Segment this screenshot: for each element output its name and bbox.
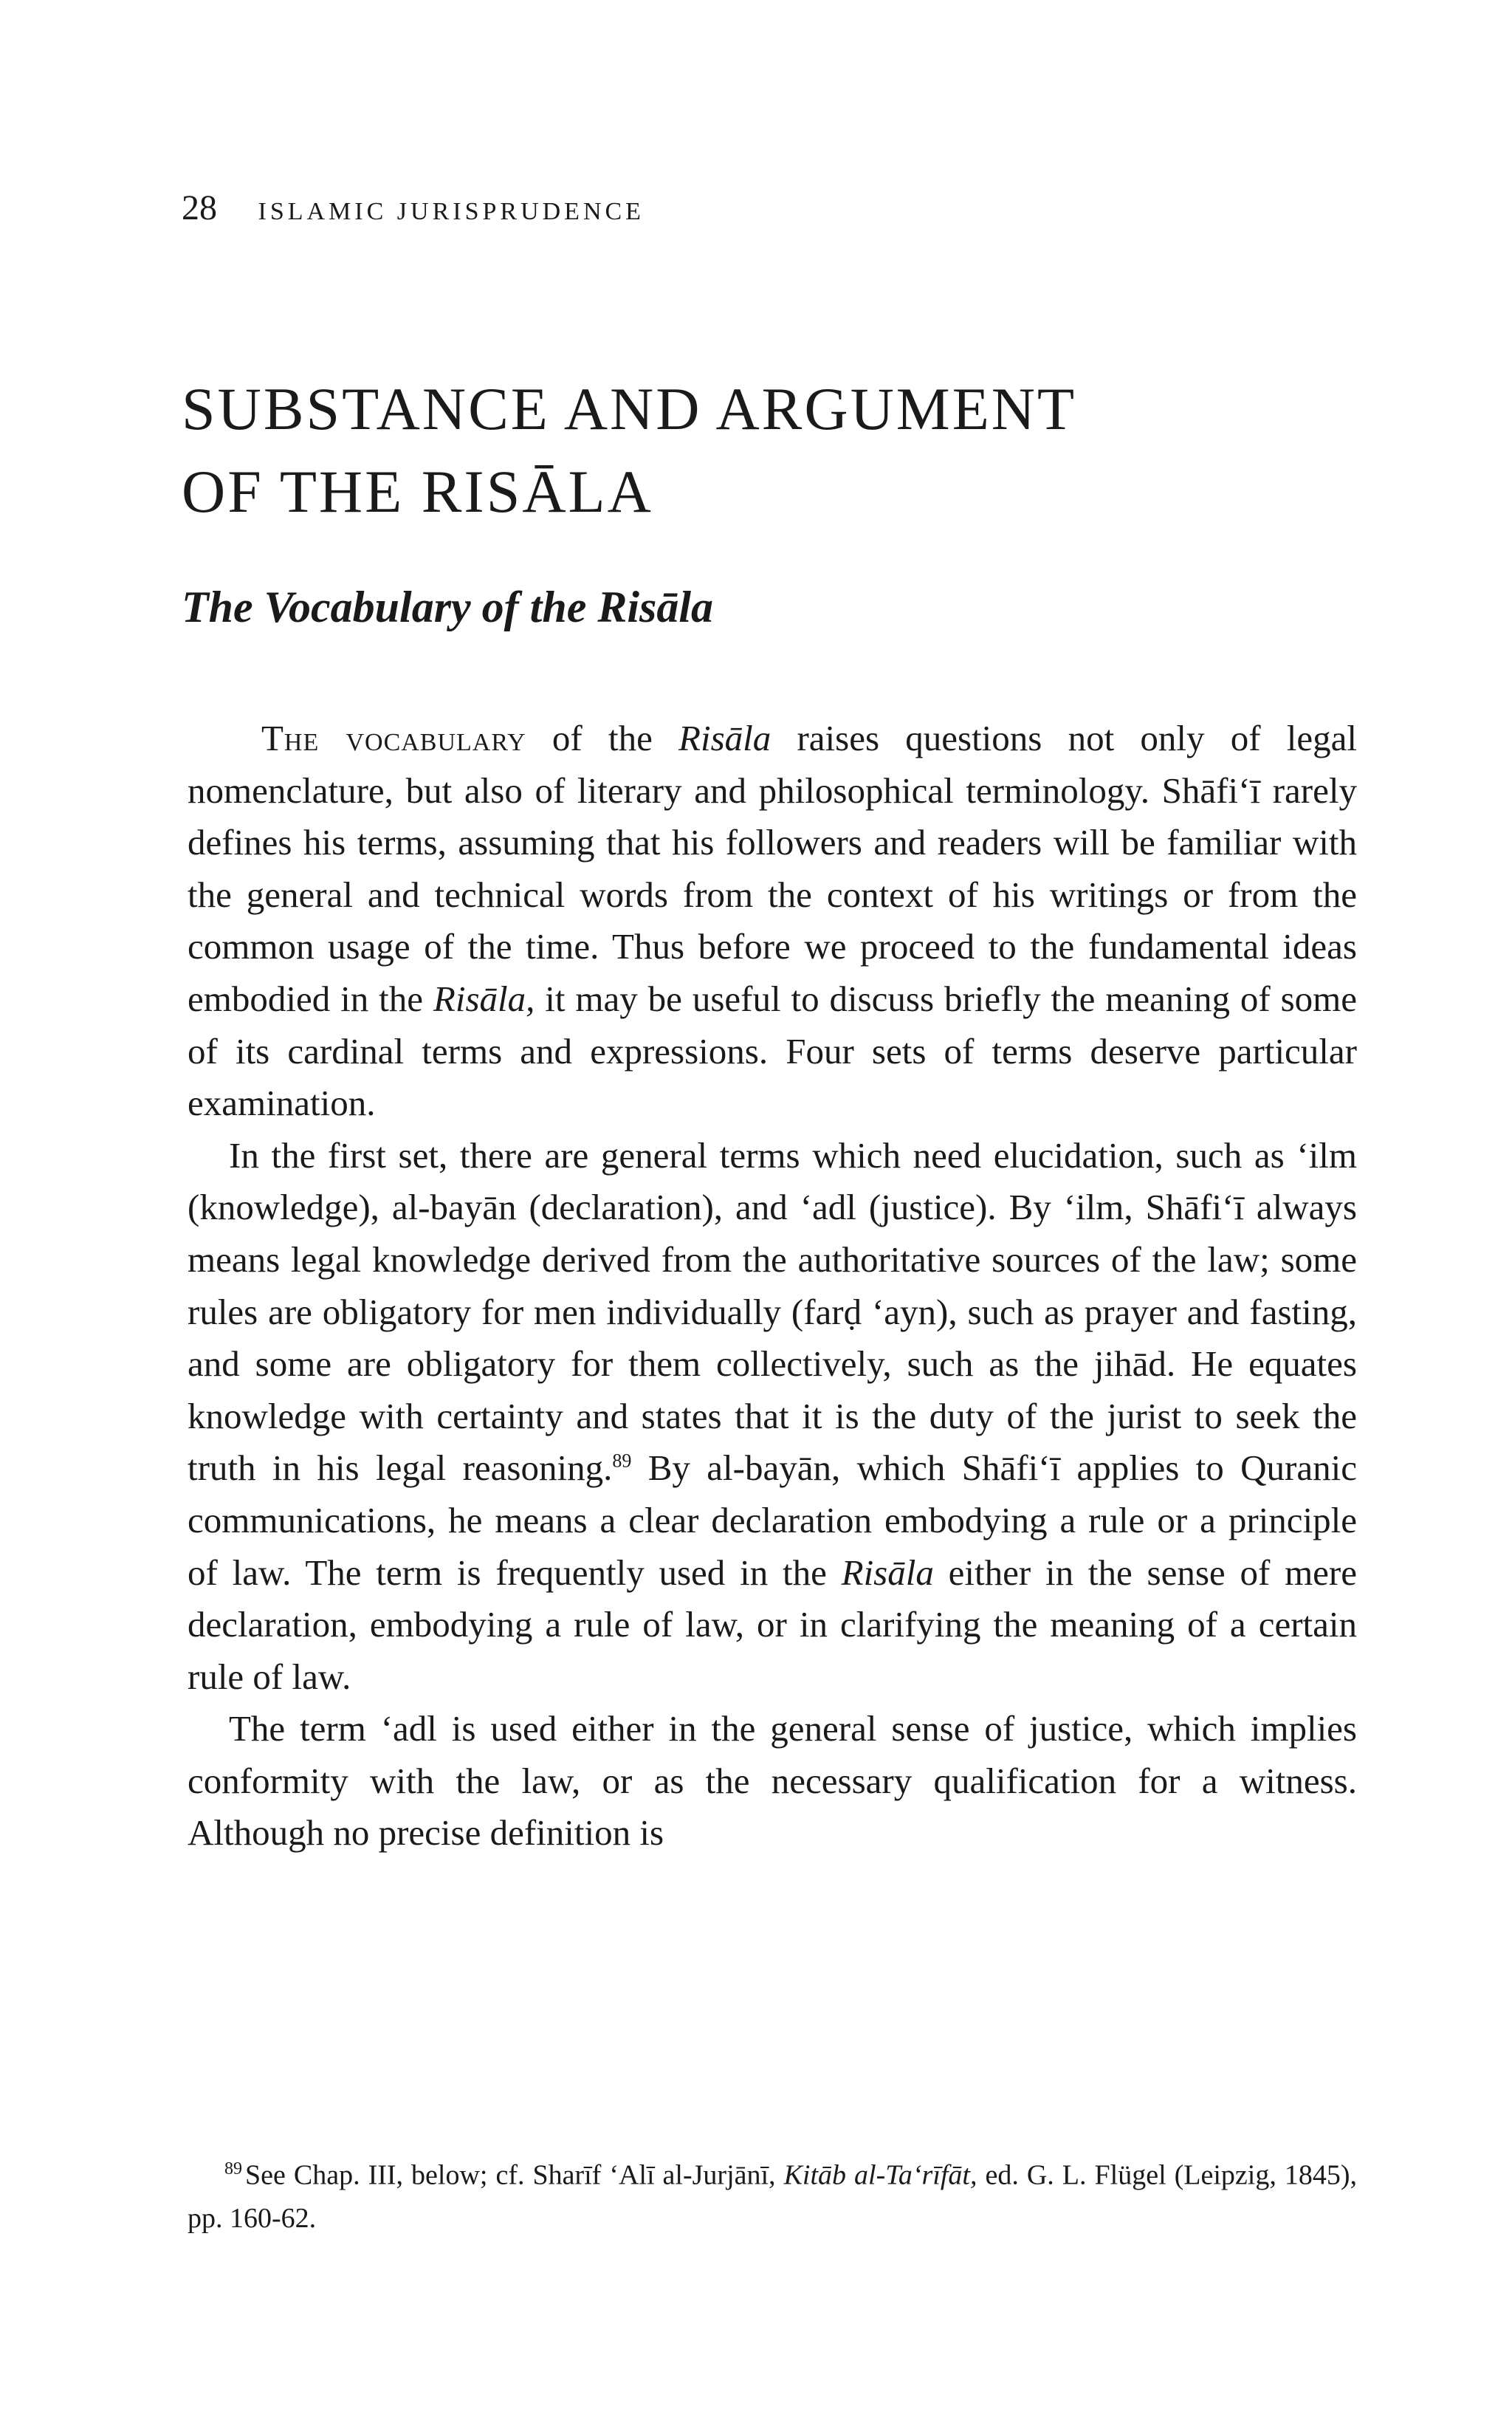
chapter-title-line-1: SUBSTANCE AND ARGUMENT bbox=[182, 375, 1077, 442]
page-number: 28 bbox=[182, 188, 217, 227]
section-title-italic-word: Risāla bbox=[597, 583, 714, 631]
paragraph-2 bbox=[188, 1130, 1357, 1704]
running-title: ISLAMIC JURISPRUDENCE bbox=[258, 198, 645, 225]
paragraph-2-text-b: By al-bayān, which Shāfi‘ī applies to Quranic communications, he means a clear declaration embodying a rule or a principle of law. The term is frequently used in the bbox=[188, 1447, 1357, 1593]
paragraph-2-italic-a: Risāla bbox=[841, 1552, 934, 1593]
paragraph-3 bbox=[188, 1703, 1357, 1859]
footnote-reference[interactable]: 89 bbox=[612, 1450, 632, 1472]
footnote-text-a: See Chap. III, below; cf. Sharīf ‘Alī al-Jurjānī, bbox=[245, 2159, 784, 2191]
chapter-title-line-2: OF THE RISĀLA bbox=[182, 458, 653, 525]
body-text bbox=[188, 713, 1357, 1859]
footnote bbox=[188, 2147, 1357, 2240]
paragraph-1-lead: The vocabulary bbox=[261, 718, 526, 758]
paragraph-1-text-b: raises questions not only of legal nomenclature, but also of literary and philosophical terminology. Shāfi‘ī rarely defines his terms, assuming that his followers and readers will be familiar with the general and technical words from the context of his writings or from the common usage of the time. Thus before we proceed to the fundamental ideas embodied in the bbox=[188, 718, 1357, 1019]
chapter-title bbox=[182, 368, 1076, 533]
paragraph-1-italic-a: Risāla bbox=[678, 718, 772, 758]
paragraph-1-italic-b: Risāla, bbox=[433, 978, 535, 1019]
paragraph-1 bbox=[188, 713, 1357, 1130]
paragraph-3-text: The term ‘adl is used either in the general sense of justice, which implies conformity with the law, or as the necessary qualification for a witness. Although no precise definition is bbox=[188, 1708, 1357, 1854]
paragraph-1-text-c: it may be useful to discuss briefly the meaning of some of its cardinal terms and expressions. Four sets of terms deserve particular examination. bbox=[188, 978, 1358, 1124]
footnote-mark: 89 bbox=[224, 2159, 242, 2178]
section-title bbox=[182, 585, 713, 629]
paragraph-2-text-a: In the first set, there are general terms which need elucidation, such as ‘ilm (knowledge), al-bayān (declaration), and ‘adl (justice). By ‘ilm, Shāfi‘ī always means legal knowledge derived from the authoritative sources of the law; some rules are obligatory for men individually (farḍ ‘ayn), such as prayer and fasting, and some are obligatory for them collectively, such as the jihād. He equates knowledge with certainty and states that it is the duty of the jurist to seek the truth in his legal reasoning. bbox=[188, 1134, 1357, 1489]
footnote-text-b: ed. G. L. Flügel (Leipzig, 1845), pp. 160-62. bbox=[188, 2159, 1357, 2234]
paragraph-2-text-c: either in the sense of mere declaration, embodying a rule of law, or in clarifying the meaning of a certain rule of law. bbox=[188, 1552, 1357, 1697]
section-title-text: The Vocabulary of the bbox=[182, 583, 598, 631]
paragraph-1-text-a: of the bbox=[526, 718, 679, 758]
footnote-italic-title: Kitāb al-Ta‘rīfāt, bbox=[783, 2159, 977, 2191]
running-head bbox=[182, 188, 645, 227]
